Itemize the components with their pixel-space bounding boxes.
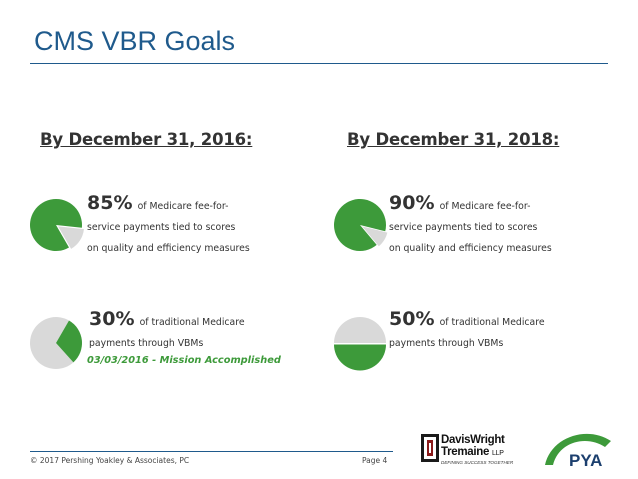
davis-wright-tremaine-logo [421, 433, 529, 469]
goal-90-2018 [389, 192, 552, 257]
goal-85-2016-line2: service payments tied to scores [87, 222, 236, 233]
goal-90-2018-line2: service payments tied to scores [389, 222, 538, 233]
pie-30-2016 [28, 315, 84, 371]
dwt-llp: LLP [492, 450, 504, 457]
footer-divider [30, 451, 393, 452]
goal-85-2016-line1: of Medicare fee-for- [137, 201, 229, 212]
goal-50-2018 [389, 308, 545, 352]
goal-30-2016-line1: of traditional Medicare [139, 317, 245, 328]
pie-50-2018-green-slice [334, 345, 386, 371]
goal-50-2018-line2: payments through VBMs [389, 338, 504, 349]
goal-30-2016-line2: payments through VBMs [89, 338, 204, 349]
goal-90-2018-line1: of Medicare fee-for- [439, 201, 531, 212]
goal-85-2016-percent: 85% [87, 192, 133, 214]
page-number: Page 4 [362, 456, 388, 465]
goal-85-2016 [87, 192, 250, 257]
pie-50-2018 [332, 315, 388, 371]
goal-50-2018-line1: of traditional Medicare [439, 317, 545, 328]
dwt-line2: Tremaine [441, 446, 490, 458]
slide-title: CMS VBR Goals [34, 26, 236, 56]
goal-90-2018-percent: 90% [389, 192, 435, 214]
goal-90-2018-line3: on quality and efficiency measures [389, 243, 552, 254]
dwt-wordmark [441, 434, 505, 460]
pie-85-2016 [28, 197, 84, 253]
heading-2016: By December 31, 2016: [40, 130, 253, 149]
pie-90-2018 [332, 197, 388, 253]
goal-50-2018-percent: 50% [389, 308, 435, 330]
pya-wordmark: PYA [569, 451, 603, 469]
title-divider [30, 63, 608, 64]
heading-2018: By December 31, 2018: [347, 130, 560, 149]
goal-85-2016-line3: on quality and efficiency measures [87, 243, 250, 254]
pie-50-2018-gray-slice [334, 317, 386, 343]
dwt-mark-icon [421, 434, 439, 462]
mission-accomplished-note: 03/03/2016 - Mission Accomplished [87, 355, 281, 366]
dwt-tagline: DEFINING SUCCESS TOGETHER [441, 460, 514, 465]
goal-30-2016-percent: 30% [89, 308, 135, 330]
pya-logo [541, 427, 617, 469]
copyright-text: © 2017 Pershing Yoakley & Associates, PC [30, 456, 190, 465]
goal-30-2016 [89, 308, 245, 352]
dwt-line1: DavisWright [441, 434, 505, 446]
